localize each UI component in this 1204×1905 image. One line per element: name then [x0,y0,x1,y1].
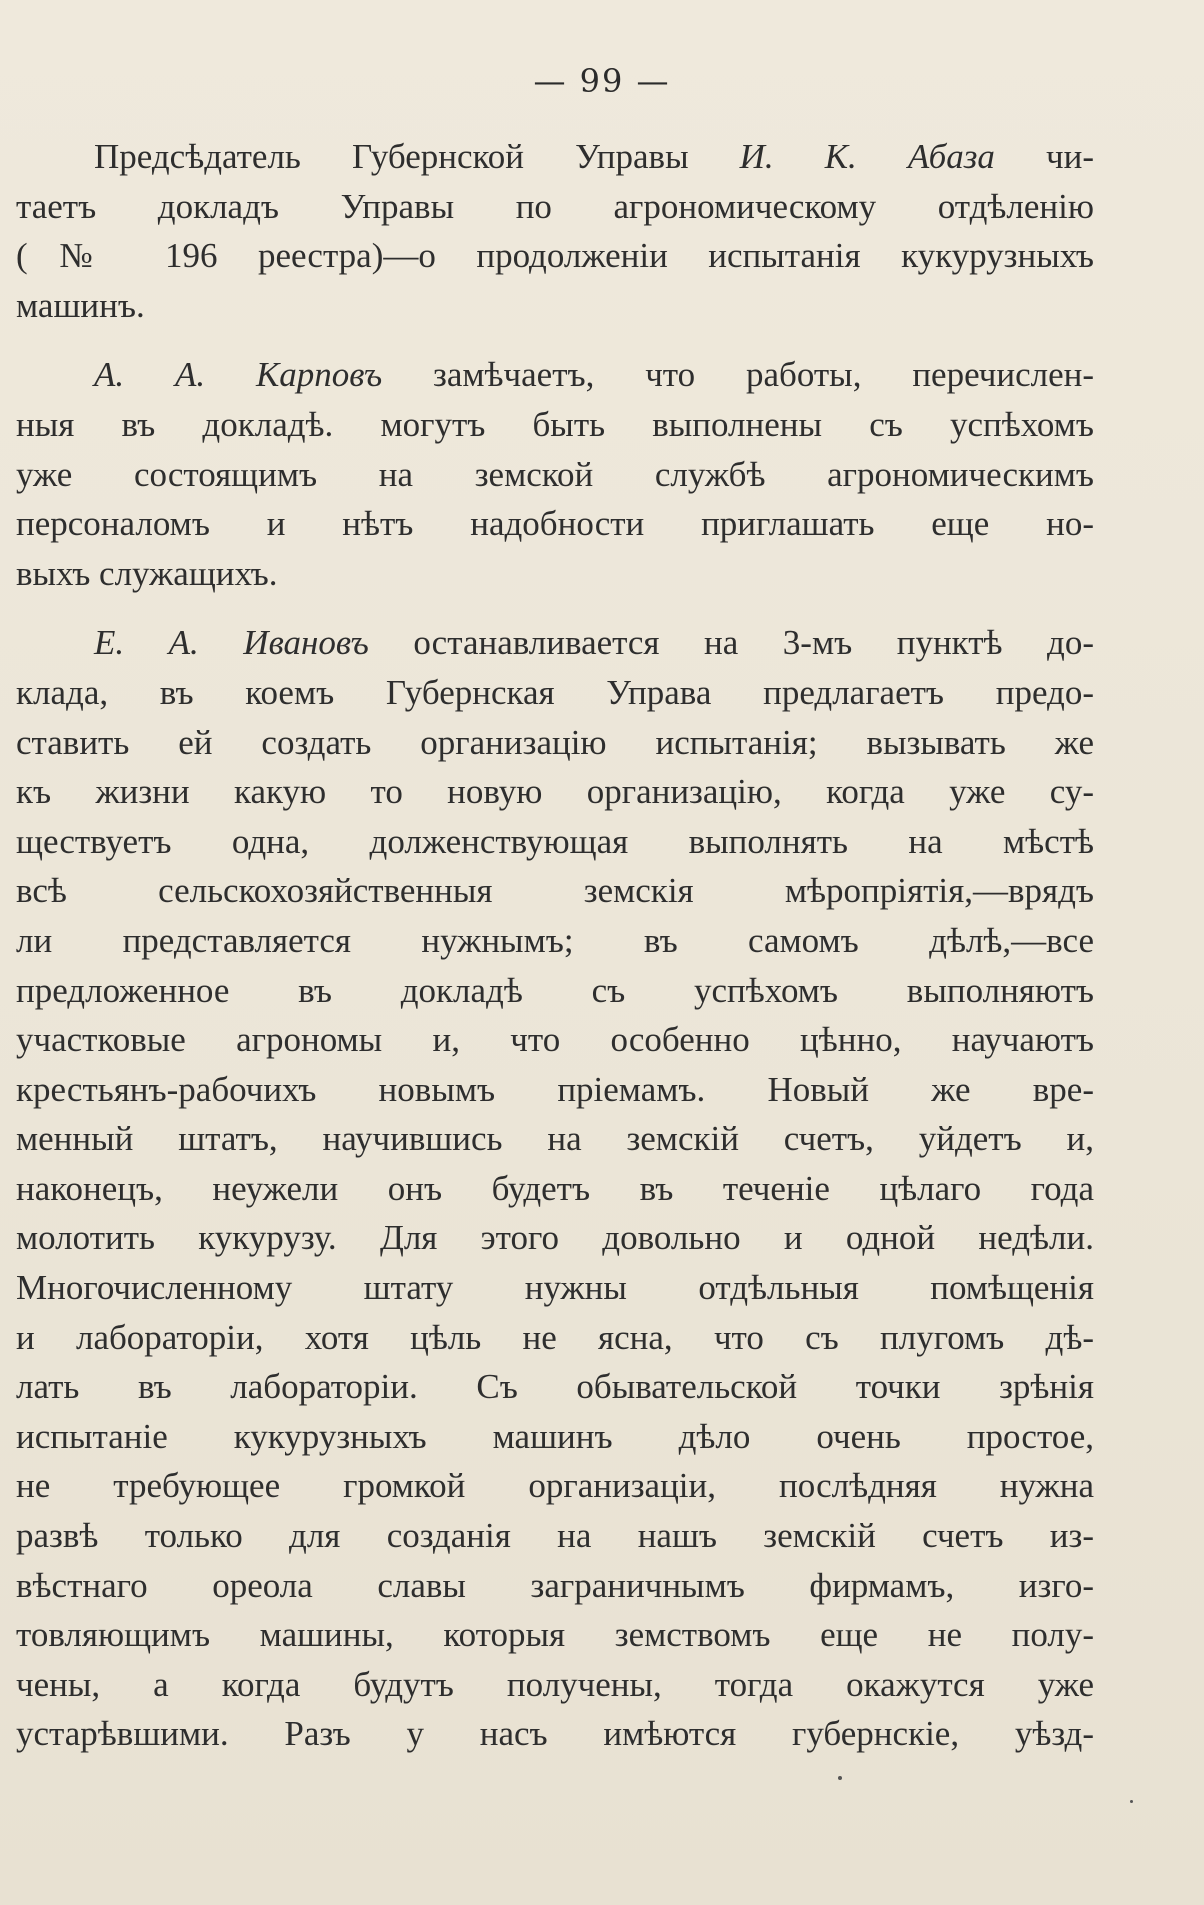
text-run: (№ 196 реестра)—о продолженіи испытанія кукурузныхъ [16,236,1094,276]
paragraph [16,132,1094,330]
text-line [16,1114,1094,1164]
text-line [16,400,1094,450]
text-run: клада, въ коемъ Губернская Управа предлагаетъ предо- [16,672,1094,712]
text-line [16,182,1094,232]
text-line [16,1313,1094,1363]
text-run: персоналомъ и нѣтъ надобности приглашать еще но- [16,504,1094,544]
text-run: наконецъ, неужели онъ будетъ въ теченіе цѣлаго года [16,1168,1094,1208]
text-line [16,231,1094,281]
text-run: и лабораторіи, хотя цѣль не ясна, что съ плугомъ дѣ- [16,1317,1094,1357]
page-number: — 99 — [533,62,671,100]
text-run: молотить кукурузу. Для этого довольно и одной недѣли. [16,1218,1094,1258]
text-run: развѣ только для созданія на нашъ земскій счетъ из- [16,1516,1094,1556]
text-line [16,1164,1094,1214]
text-run: вѣстнаго ореола славы заграничнымъ фирмамъ, изго- [16,1565,1094,1605]
text-line [16,1412,1094,1462]
text-run: замѣчаетъ, что работы, перечислен- [382,355,1094,395]
text-line [16,1362,1094,1412]
text-line [16,718,1094,768]
text-line [16,450,1094,500]
text-line [16,1461,1094,1511]
text-run: ныя въ докладѣ. могутъ быть выполнены съ успѣхомъ [16,404,1094,444]
text-run: машинъ. [16,285,145,325]
text-line [16,1511,1094,1561]
text-line [16,499,1094,549]
speaker-name: Е. А. Ивановъ [94,623,369,663]
print-speck [1130,1800,1133,1803]
text-run: Предсѣдатель Губернской Управы [94,137,740,176]
paragraph [16,350,1094,598]
text-run: участковые агрономы и, что особенно цѣнно, научаютъ [16,1020,1094,1060]
text-line [16,1561,1094,1611]
text-run: лать въ лабораторіи. Съ обывательской точки зрѣнія [16,1367,1094,1407]
paragraph [16,618,1094,1759]
text-line [16,1065,1094,1115]
text-line [16,767,1094,817]
text-line [16,132,1094,182]
text-line [16,1213,1094,1263]
text-line [16,1610,1094,1660]
text-line [16,350,1094,400]
text-run: останавливается на 3-мъ пунктѣ до- [368,623,1094,663]
text-line [16,966,1094,1016]
text-run: выхъ служащихъ. [16,553,278,593]
text-run: ществуетъ одна, долженствующая выполнять на мѣстѣ [16,821,1094,861]
text-line [16,1660,1094,1710]
text-line [16,618,1094,668]
text-run: устарѣвшими. Разъ у насъ имѣются губернскіе, уѣзд- [16,1714,1094,1754]
text-line [16,916,1094,966]
speaker-name: И. К. Абаза [739,137,995,176]
text-run: всѣ сельскохозяйственныя земскія мѣропріятія,—врядъ [16,871,1094,911]
paragraph-gap [16,330,1094,350]
text-line [16,866,1094,916]
text-line [16,549,1094,599]
text-line [16,817,1094,867]
text-run: ставить ей создать организацію испытанія; вызывать же [16,722,1094,762]
text-run: испытаніе кукурузныхъ машинъ дѣло очень простое, [16,1416,1094,1456]
text-line [16,1015,1094,1065]
text-line [16,668,1094,718]
text-run: къ жизни какую то новую организацію, когда уже су- [16,772,1094,812]
text-run: ли представляется нужнымъ; въ самомъ дѣлѣ,—все [16,920,1094,960]
text-line [16,1263,1094,1313]
text-run: предложенное въ докладѣ съ успѣхомъ выполняютъ [16,970,1094,1010]
print-speck [838,1776,842,1780]
speaker-name: А. А. Карповъ [94,355,383,395]
text-run: товляющимъ машины, которыя земствомъ еще не полу- [16,1615,1094,1655]
text-run: менный штатъ, научившись на земскій счетъ, уйдетъ и, [16,1119,1094,1159]
paragraph-gap [16,598,1094,618]
text-run: не требующее громкой организаціи, послѣдняя нужна [16,1466,1094,1506]
text-run: уже состоящимъ на земской службѣ агрономическимъ [16,454,1094,494]
text-run: Многочисленному штату нужны отдѣльныя помѣщенія [16,1268,1094,1308]
body-text [16,132,1094,1759]
text-line [16,281,1094,331]
text-run: крестьянъ-рабочихъ новымъ пріемамъ. Новый же вре- [16,1069,1094,1109]
text-run: чены, а когда будутъ получены, тогда окажутся уже [16,1664,1094,1704]
text-run: чи- [994,137,1094,176]
text-line [16,1709,1094,1759]
text-run: таетъ докладъ Управы по агрономическому отдѣленію [16,186,1094,226]
